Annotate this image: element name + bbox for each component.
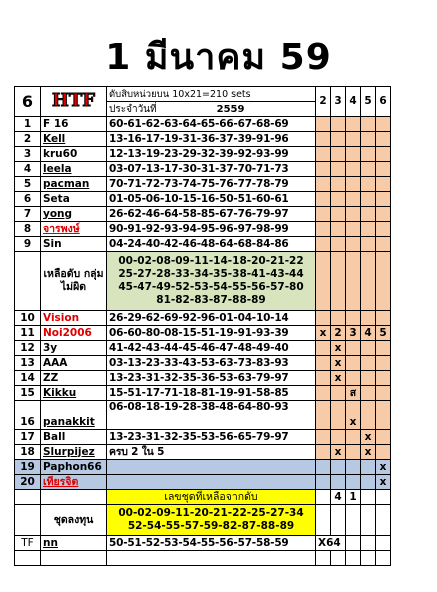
tf-number-set: 50-51-52-53-54-55-56-57-58-59 [107, 536, 316, 551]
mark-cell-3 [331, 401, 346, 430]
mark-cell-4 [346, 356, 361, 371]
table-row [15, 207, 391, 222]
number-set: 12-13-19-23-29-32-39-92-93-99 [107, 147, 316, 162]
header-row [15, 87, 391, 102]
row-number: 6 [15, 192, 41, 207]
summary-mark-4 [346, 505, 361, 536]
mark-cell-3 [331, 460, 346, 475]
mark-cell-6 [376, 147, 391, 162]
number-set: 15-51-17-71-18-81-19-91-58-85 [107, 386, 316, 401]
mark-cell-3 [331, 132, 346, 147]
investment-line: 00-02-09-11-20-21-22-25-27-34 [118, 507, 304, 519]
remain-line: 25-27-28-33-34-35-38-41-43-44 [118, 268, 304, 280]
mark-cell-4: x [346, 401, 361, 430]
mark-cell-3 [331, 252, 346, 311]
col-header-5: 5 [361, 87, 376, 117]
member-name: ZZ [41, 371, 107, 386]
mark-cell-4 [346, 207, 361, 222]
tf-mark [361, 536, 376, 551]
empty-cell [376, 551, 391, 566]
mark-cell-6 [376, 252, 391, 311]
number-set: ครบ 2 ใน 5 [107, 445, 316, 460]
mark-cell-4 [346, 430, 361, 445]
summary-blank [41, 490, 107, 505]
mark-cell-4: 3 [346, 326, 361, 341]
number-set [107, 460, 316, 475]
mark-cell-2 [316, 207, 331, 222]
row-number: 7 [15, 207, 41, 222]
row-number: 20 [15, 475, 41, 490]
mark-cell-6: 5 [376, 326, 391, 341]
corner-cell: 6 [15, 87, 41, 117]
col-header-3: 3 [331, 87, 346, 117]
number-set [107, 475, 316, 490]
mark-cell-3 [331, 207, 346, 222]
empty-cell [346, 551, 361, 566]
number-set: 06-08-18-19-28-38-48-64-80-93 [107, 401, 316, 430]
summary-mark-6 [376, 505, 391, 536]
empty-cell [107, 551, 316, 566]
mark-cell-2 [316, 132, 331, 147]
mark-cell-6 [376, 132, 391, 147]
investment-numbers [107, 505, 316, 536]
tf-label: TF [15, 536, 41, 551]
empty-cell [331, 551, 346, 566]
mark-cell-2 [316, 252, 331, 311]
member-name: Seta [41, 192, 107, 207]
col-header-2: 2 [316, 87, 331, 117]
lottery-table [14, 86, 391, 566]
member-name: 3y [41, 341, 107, 356]
remain-line: 00-02-08-09-11-14-18-20-21-22 [118, 255, 304, 267]
mark-cell-3: 2 [331, 326, 346, 341]
header-date: ประจำวันที่ 2559 [107, 102, 316, 117]
mark-cell-3: x [331, 356, 346, 371]
mark-cell-4: ส [346, 386, 361, 401]
mark-cell-5 [361, 177, 376, 192]
mark-cell-6 [376, 177, 391, 192]
summary-label: ชุดลงทุน [41, 505, 107, 536]
table-row [15, 192, 391, 207]
mark-cell-5 [361, 207, 376, 222]
mark-cell-2 [316, 222, 331, 237]
mark-cell-3 [331, 311, 346, 326]
mark-cell-2 [316, 386, 331, 401]
row-number: 5 [15, 177, 41, 192]
number-set: 03-13-23-33-43-53-63-73-83-93 [107, 356, 316, 371]
summary-blank [15, 505, 41, 536]
mark-cell-6 [376, 430, 391, 445]
empty-cell [15, 551, 41, 566]
mark-cell-2 [316, 445, 331, 460]
summary-mark-3 [331, 505, 346, 536]
row-number: 4 [15, 162, 41, 177]
mark-cell-3 [331, 117, 346, 132]
mark-cell-3 [331, 222, 346, 237]
row-number: 1 [15, 117, 41, 132]
mark-cell-5 [361, 460, 376, 475]
mark-cell-3 [331, 192, 346, 207]
member-name: leela [41, 162, 107, 177]
empty-row [15, 551, 391, 566]
mark-cell-2 [316, 117, 331, 132]
mark-cell-4 [346, 237, 361, 252]
number-set: 60-61-62-63-64-65-66-67-68-69 [107, 117, 316, 132]
number-set: 01-05-06-10-15-16-50-51-60-61 [107, 192, 316, 207]
row-number: 12 [15, 341, 41, 356]
mark-cell-3: x [331, 445, 346, 460]
table-row [15, 326, 391, 341]
mark-cell-5 [361, 341, 376, 356]
table-row [15, 162, 391, 177]
mark-cell-3 [331, 237, 346, 252]
row-number: 17 [15, 430, 41, 445]
member-name: kru60 [41, 147, 107, 162]
member-name: Paphon66 [41, 460, 107, 475]
remain-line: 81-82-83-87-88-89 [156, 294, 266, 306]
remain-group-row [15, 252, 391, 311]
mark-cell-5 [361, 475, 376, 490]
mark-cell-2 [316, 356, 331, 371]
mark-cell-5 [361, 117, 376, 132]
mark-cell-2 [316, 147, 331, 162]
number-set: 26-62-46-64-58-85-67-76-79-97 [107, 207, 316, 222]
mark-cell-4 [346, 132, 361, 147]
number-set: 26-29-62-69-92-96-01-04-10-14 [107, 311, 316, 326]
mark-cell-4 [346, 445, 361, 460]
summary-mark-6 [376, 490, 391, 505]
summary-mark-5 [361, 490, 376, 505]
mark-cell-6 [376, 162, 391, 177]
number-set: 13-23-31-32-35-36-53-63-79-97 [107, 371, 316, 386]
table-row [15, 341, 391, 356]
remain-numbers [107, 252, 316, 311]
table-row [15, 430, 391, 445]
mark-cell-4 [346, 147, 361, 162]
mark-cell-6 [376, 356, 391, 371]
summary-note-row [15, 490, 391, 505]
mark-cell-6 [376, 341, 391, 356]
mark-cell-5 [361, 386, 376, 401]
table-row [15, 132, 391, 147]
mark-cell-2: x [316, 326, 331, 341]
page-title: 1 มีนาคม 59 [105, 37, 332, 78]
mark-cell-5 [361, 222, 376, 237]
member-name: Slurpijez [41, 445, 107, 460]
mark-cell-4 [346, 460, 361, 475]
mark-cell-4 [346, 341, 361, 356]
table-row [15, 460, 391, 475]
mark-cell-4 [346, 311, 361, 326]
mark-cell-3 [331, 147, 346, 162]
member-name: pacman [41, 177, 107, 192]
number-set: 13-23-31-32-35-53-56-65-79-97 [107, 430, 316, 445]
tf-name: nn [41, 536, 107, 551]
mark-cell-2 [316, 237, 331, 252]
mark-cell-4 [346, 371, 361, 386]
mark-cell-4 [346, 192, 361, 207]
member-name: panakkit [41, 401, 107, 430]
row-number: 10 [15, 311, 41, 326]
row-number: 19 [15, 460, 41, 475]
mark-cell-6 [376, 237, 391, 252]
mark-cell-6: x [376, 460, 391, 475]
member-name: จารพงษ์ [41, 222, 107, 237]
tf-multiplier: X64 [316, 536, 346, 551]
row-number: 16 [15, 401, 41, 430]
mark-cell-6 [376, 371, 391, 386]
member-name: Kell [41, 132, 107, 147]
remain-line: 45-47-49-52-53-54-55-56-57-80 [118, 281, 304, 293]
mark-cell-6 [376, 117, 391, 132]
mark-cell-3 [331, 162, 346, 177]
mark-cell-6 [376, 207, 391, 222]
mark-cell-2 [316, 475, 331, 490]
remain-blank [15, 252, 41, 311]
mark-cell-2 [316, 430, 331, 445]
mark-cell-5 [361, 371, 376, 386]
row-number: 3 [15, 147, 41, 162]
table-row [15, 386, 391, 401]
mark-cell-3 [331, 475, 346, 490]
mark-cell-5 [361, 162, 376, 177]
table-row [15, 445, 391, 460]
member-name: Kikku [41, 386, 107, 401]
empty-cell [41, 551, 107, 566]
empty-cell [316, 551, 331, 566]
mark-cell-2 [316, 311, 331, 326]
mark-cell-5: x [361, 445, 376, 460]
mark-cell-6: x [376, 475, 391, 490]
mark-cell-3: x [331, 371, 346, 386]
tf-mark [376, 536, 391, 551]
mark-cell-5 [361, 252, 376, 311]
member-name: Ball [41, 430, 107, 445]
mark-cell-5 [361, 401, 376, 430]
row-number: 9 [15, 237, 41, 252]
mark-cell-3 [331, 386, 346, 401]
mark-cell-5: 4 [361, 326, 376, 341]
summary-mark-4: 1 [346, 490, 361, 505]
member-name: yong [41, 207, 107, 222]
table-row [15, 356, 391, 371]
empty-cell [361, 551, 376, 566]
mark-cell-5 [361, 147, 376, 162]
mark-cell-6 [376, 192, 391, 207]
mark-cell-2 [316, 177, 331, 192]
row-number: 15 [15, 386, 41, 401]
table-row [15, 401, 391, 430]
member-name: Noi2006 [41, 326, 107, 341]
mark-cell-6 [376, 401, 391, 430]
mark-cell-6 [376, 386, 391, 401]
table-row [15, 475, 391, 490]
table-row [15, 371, 391, 386]
number-set: 03-07-13-17-30-31-37-70-71-73 [107, 162, 316, 177]
mark-cell-4 [346, 177, 361, 192]
mark-cell-6 [376, 445, 391, 460]
table-row [15, 147, 391, 162]
number-set: 41-42-43-44-45-46-47-48-49-40 [107, 341, 316, 356]
mark-cell-2 [316, 192, 331, 207]
row-number: 2 [15, 132, 41, 147]
row-number: 13 [15, 356, 41, 371]
row-number: 18 [15, 445, 41, 460]
table-row [15, 237, 391, 252]
row-number: 14 [15, 371, 41, 386]
member-name: F 16 [41, 117, 107, 132]
mark-cell-6 [376, 222, 391, 237]
number-set: 70-71-72-73-74-75-76-77-78-79 [107, 177, 316, 192]
number-set: 90-91-92-93-94-95-96-97-98-99 [107, 222, 316, 237]
mark-cell-6 [376, 311, 391, 326]
col-header-4: 4 [346, 87, 361, 117]
mark-cell-3: x [331, 341, 346, 356]
summary-blank [15, 490, 41, 505]
member-name: Sin [41, 237, 107, 252]
table-row [15, 222, 391, 237]
mark-cell-2 [316, 401, 331, 430]
mark-cell-5 [361, 192, 376, 207]
summary-mark-3: 4 [331, 490, 346, 505]
number-set: 13-16-17-19-31-36-37-39-91-96 [107, 132, 316, 147]
summary-mark-2 [316, 490, 331, 505]
header-desc: ดับสิบหน่วยบน 10x21=210 sets [107, 87, 316, 102]
table-row [15, 311, 391, 326]
mark-cell-5 [361, 237, 376, 252]
summary-note: เลขชุดที่เหลือจากดับ [107, 490, 316, 505]
col-header-6: 6 [376, 87, 391, 117]
summary-row [15, 505, 391, 536]
mark-cell-2 [316, 162, 331, 177]
mark-cell-4 [346, 117, 361, 132]
mark-cell-2 [316, 460, 331, 475]
table-row [15, 117, 391, 132]
mark-cell-4 [346, 252, 361, 311]
member-name: Vision [41, 311, 107, 326]
mark-cell-5: x [361, 430, 376, 445]
remain-label: เหลือดับ กลุ่ม ไม่ผิด [41, 252, 107, 311]
tf-row [15, 536, 391, 551]
mark-cell-5 [361, 132, 376, 147]
mark-cell-4 [346, 475, 361, 490]
mark-cell-3 [331, 430, 346, 445]
tf-mark [346, 536, 361, 551]
mark-cell-4 [346, 162, 361, 177]
table-row [15, 177, 391, 192]
summary-mark-2 [316, 505, 331, 536]
number-set: 06-60-80-08-15-51-19-91-93-39 [107, 326, 316, 341]
mark-cell-4 [346, 222, 361, 237]
row-number: 11 [15, 326, 41, 341]
number-set: 04-24-40-42-46-48-64-68-84-86 [107, 237, 316, 252]
mark-cell-5 [361, 356, 376, 371]
htf-logo: HTF [41, 87, 107, 117]
member-name: AAA [41, 356, 107, 371]
member-name: เทียรจิต [41, 475, 107, 490]
mark-cell-2 [316, 371, 331, 386]
row-number: 8 [15, 222, 41, 237]
mark-cell-2 [316, 341, 331, 356]
mark-cell-3 [331, 177, 346, 192]
mark-cell-5 [361, 311, 376, 326]
summary-mark-5 [361, 505, 376, 536]
investment-line: 52-54-55-57-59-82-87-88-89 [127, 520, 295, 532]
